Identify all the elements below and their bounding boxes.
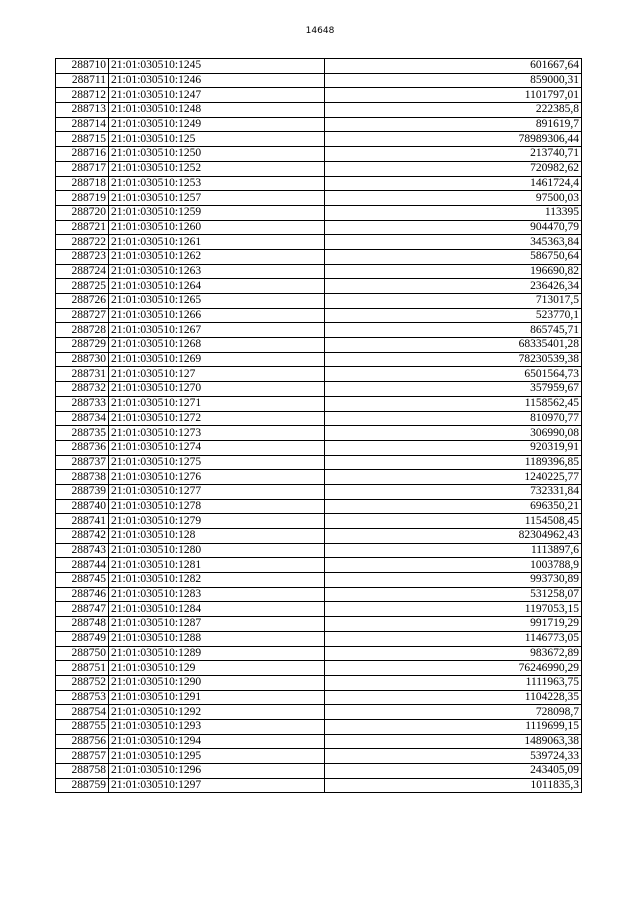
- value-cell: 1113897,6: [325, 543, 582, 558]
- cadastral-number-cell: 21:01:030510:1292: [109, 705, 325, 720]
- row-id-cell: 288731: [56, 367, 109, 382]
- cadastral-number-cell: 21:01:030510:1282: [109, 573, 325, 588]
- table-row: [56, 220, 582, 235]
- table-row: [56, 646, 582, 661]
- value-cell: 991719,29: [325, 617, 582, 632]
- table-row: [56, 191, 582, 206]
- row-id-cell: 288727: [56, 308, 109, 323]
- value-cell: 728098,7: [325, 705, 582, 720]
- value-cell: 78230539,38: [325, 352, 582, 367]
- table-row: [56, 484, 582, 499]
- table-row: [56, 470, 582, 485]
- row-id-cell: 288756: [56, 734, 109, 749]
- cadastral-number-cell: 21:01:030510:1261: [109, 235, 325, 250]
- cadastral-number-cell: 21:01:030510:1270: [109, 382, 325, 397]
- row-id-cell: 288735: [56, 426, 109, 441]
- row-id-cell: 288747: [56, 602, 109, 617]
- cadastral-number-cell: 21:01:030510:1278: [109, 499, 325, 514]
- value-cell: 891619,7: [325, 117, 582, 132]
- cadastral-number-cell: 21:01:030510:1250: [109, 147, 325, 162]
- row-id-cell: 288737: [56, 455, 109, 470]
- cadastral-number-cell: 21:01:030510:1272: [109, 411, 325, 426]
- row-id-cell: 288750: [56, 646, 109, 661]
- cadastral-number-cell: 21:01:030510:1260: [109, 220, 325, 235]
- row-id-cell: 288748: [56, 617, 109, 632]
- value-cell: 76246990,29: [325, 661, 582, 676]
- row-id-cell: 288714: [56, 117, 109, 132]
- page-number: 14648: [305, 26, 335, 36]
- table-row: [56, 617, 582, 632]
- cadastral-number-cell: 21:01:030510:128: [109, 529, 325, 544]
- table-row: [56, 690, 582, 705]
- cadastral-number-cell: 21:01:030510:1274: [109, 440, 325, 455]
- cadastral-number-cell: 21:01:030510:1284: [109, 602, 325, 617]
- row-id-cell: 288725: [56, 279, 109, 294]
- row-id-cell: 288711: [56, 73, 109, 88]
- table-row: [56, 352, 582, 367]
- table-row: [56, 455, 582, 470]
- cadastral-number-cell: 21:01:030510:1290: [109, 675, 325, 690]
- value-cell: 904470,79: [325, 220, 582, 235]
- cadastral-number-cell: 21:01:030510:1269: [109, 352, 325, 367]
- cadastral-number-cell: 21:01:030510:1295: [109, 749, 325, 764]
- row-id-cell: 288716: [56, 147, 109, 162]
- row-id-cell: 288728: [56, 323, 109, 338]
- value-cell: 732331,84: [325, 484, 582, 499]
- table-row: [56, 411, 582, 426]
- row-id-cell: 288722: [56, 235, 109, 250]
- cadastral-number-cell: 21:01:030510:127: [109, 367, 325, 382]
- table-row: [56, 367, 582, 382]
- table-row: [56, 764, 582, 779]
- value-cell: 1189396,85: [325, 455, 582, 470]
- value-cell: 586750,64: [325, 249, 582, 264]
- row-id-cell: 288720: [56, 205, 109, 220]
- cadastral-number-cell: 21:01:030510:1297: [109, 778, 325, 793]
- value-cell: 1101797,01: [325, 88, 582, 103]
- row-id-cell: 288726: [56, 294, 109, 309]
- value-cell: 68335401,28: [325, 338, 582, 353]
- cadastral-value-table: [55, 58, 582, 793]
- row-id-cell: 288710: [56, 59, 109, 74]
- row-id-cell: 288730: [56, 352, 109, 367]
- table-row: [56, 308, 582, 323]
- table-row: [56, 88, 582, 103]
- cadastral-number-cell: 21:01:030510:1291: [109, 690, 325, 705]
- table-row: [56, 396, 582, 411]
- table-row: [56, 440, 582, 455]
- row-id-cell: 288719: [56, 191, 109, 206]
- table-row: [56, 573, 582, 588]
- value-cell: 1119699,15: [325, 719, 582, 734]
- value-cell: 1003788,9: [325, 558, 582, 573]
- cadastral-number-cell: 21:01:030510:1275: [109, 455, 325, 470]
- table-row: [56, 103, 582, 118]
- value-cell: 6501564,73: [325, 367, 582, 382]
- cadastral-number-cell: 21:01:030510:1281: [109, 558, 325, 573]
- value-cell: 345363,84: [325, 235, 582, 250]
- value-cell: 1158562,45: [325, 396, 582, 411]
- row-id-cell: 288753: [56, 690, 109, 705]
- table-row: [56, 279, 582, 294]
- row-id-cell: 288721: [56, 220, 109, 235]
- value-cell: 1461724,4: [325, 176, 582, 191]
- table-row: [56, 734, 582, 749]
- row-id-cell: 288749: [56, 631, 109, 646]
- cadastral-number-cell: 21:01:030510:1266: [109, 308, 325, 323]
- value-cell: 357959,67: [325, 382, 582, 397]
- value-cell: 78989306,44: [325, 132, 582, 147]
- value-cell: 983672,89: [325, 646, 582, 661]
- cadastral-number-cell: 21:01:030510:1279: [109, 514, 325, 529]
- table-row: [56, 264, 582, 279]
- value-cell: 306990,08: [325, 426, 582, 441]
- row-id-cell: 288729: [56, 338, 109, 353]
- row-id-cell: 288741: [56, 514, 109, 529]
- cadastral-number-cell: 21:01:030510:1245: [109, 59, 325, 74]
- value-cell: 1111963,75: [325, 675, 582, 690]
- value-cell: 920319,91: [325, 440, 582, 455]
- table-row: [56, 543, 582, 558]
- cadastral-number-cell: 21:01:030510:129: [109, 661, 325, 676]
- row-id-cell: 288757: [56, 749, 109, 764]
- cadastral-number-cell: 21:01:030510:1288: [109, 631, 325, 646]
- row-id-cell: 288751: [56, 661, 109, 676]
- cadastral-number-cell: 21:01:030510:125: [109, 132, 325, 147]
- row-id-cell: 288758: [56, 764, 109, 779]
- row-id-cell: 288738: [56, 470, 109, 485]
- cadastral-number-cell: 21:01:030510:1259: [109, 205, 325, 220]
- cadastral-number-cell: 21:01:030510:1271: [109, 396, 325, 411]
- row-id-cell: 288740: [56, 499, 109, 514]
- value-cell: 1146773,05: [325, 631, 582, 646]
- value-cell: 531258,07: [325, 587, 582, 602]
- value-cell: 222385,8: [325, 103, 582, 118]
- value-cell: 236426,34: [325, 279, 582, 294]
- row-id-cell: 288718: [56, 176, 109, 191]
- table-row: [56, 426, 582, 441]
- cadastral-number-cell: 21:01:030510:1276: [109, 470, 325, 485]
- cadastral-number-cell: 21:01:030510:1265: [109, 294, 325, 309]
- value-cell: 113395: [325, 205, 582, 220]
- value-cell: 865745,71: [325, 323, 582, 338]
- row-id-cell: 288745: [56, 573, 109, 588]
- row-id-cell: 288723: [56, 249, 109, 264]
- row-id-cell: 288734: [56, 411, 109, 426]
- table-row: [56, 661, 582, 676]
- table-row: [56, 132, 582, 147]
- table-row: [56, 117, 582, 132]
- value-cell: 1197053,15: [325, 602, 582, 617]
- value-cell: 1489063,38: [325, 734, 582, 749]
- cadastral-number-cell: 21:01:030510:1294: [109, 734, 325, 749]
- table-row: [56, 73, 582, 88]
- table-row: [56, 294, 582, 309]
- value-cell: 993730,89: [325, 573, 582, 588]
- table-row: [56, 514, 582, 529]
- table-row: [56, 587, 582, 602]
- cadastral-number-cell: 21:01:030510:1277: [109, 484, 325, 499]
- cadastral-number-cell: 21:01:030510:1262: [109, 249, 325, 264]
- row-id-cell: 288736: [56, 440, 109, 455]
- cadastral-number-cell: 21:01:030510:1289: [109, 646, 325, 661]
- cadastral-number-cell: 21:01:030510:1247: [109, 88, 325, 103]
- value-cell: 196690,82: [325, 264, 582, 279]
- cadastral-number-cell: 21:01:030510:1296: [109, 764, 325, 779]
- row-id-cell: 288715: [56, 132, 109, 147]
- row-id-cell: 288739: [56, 484, 109, 499]
- value-cell: 1011835,3: [325, 778, 582, 793]
- table-row: [56, 675, 582, 690]
- table-row: [56, 529, 582, 544]
- table-body: [56, 59, 582, 793]
- table-row: [56, 749, 582, 764]
- cadastral-number-cell: 21:01:030510:1287: [109, 617, 325, 632]
- value-cell: 859000,31: [325, 73, 582, 88]
- row-id-cell: 288754: [56, 705, 109, 720]
- row-id-cell: 288744: [56, 558, 109, 573]
- value-cell: 213740,71: [325, 147, 582, 162]
- row-id-cell: 288733: [56, 396, 109, 411]
- cadastral-number-cell: 21:01:030510:1268: [109, 338, 325, 353]
- table-row: [56, 382, 582, 397]
- cadastral-number-cell: 21:01:030510:1264: [109, 279, 325, 294]
- value-cell: 243405,09: [325, 764, 582, 779]
- table-row: [56, 161, 582, 176]
- table-row: [56, 558, 582, 573]
- value-cell: 1154508,45: [325, 514, 582, 529]
- table-row: [56, 176, 582, 191]
- row-id-cell: 288755: [56, 719, 109, 734]
- row-id-cell: 288717: [56, 161, 109, 176]
- cadastral-number-cell: 21:01:030510:1253: [109, 176, 325, 191]
- table-row: [56, 631, 582, 646]
- cadastral-number-cell: 21:01:030510:1273: [109, 426, 325, 441]
- row-id-cell: 288752: [56, 675, 109, 690]
- cadastral-number-cell: 21:01:030510:1293: [109, 719, 325, 734]
- value-cell: 720982,62: [325, 161, 582, 176]
- row-id-cell: 288759: [56, 778, 109, 793]
- cadastral-number-cell: 21:01:030510:1263: [109, 264, 325, 279]
- row-id-cell: 288724: [56, 264, 109, 279]
- value-cell: 539724,33: [325, 749, 582, 764]
- row-id-cell: 288742: [56, 529, 109, 544]
- value-cell: 1240225,77: [325, 470, 582, 485]
- cadastral-number-cell: 21:01:030510:1283: [109, 587, 325, 602]
- row-id-cell: 288712: [56, 88, 109, 103]
- cadastral-number-cell: 21:01:030510:1280: [109, 543, 325, 558]
- cadastral-number-cell: 21:01:030510:1249: [109, 117, 325, 132]
- value-cell: 97500,03: [325, 191, 582, 206]
- table-row: [56, 338, 582, 353]
- value-cell: 713017,5: [325, 294, 582, 309]
- cadastral-number-cell: 21:01:030510:1246: [109, 73, 325, 88]
- row-id-cell: 288743: [56, 543, 109, 558]
- table-row: [56, 705, 582, 720]
- table-row: [56, 147, 582, 162]
- cadastral-number-cell: 21:01:030510:1267: [109, 323, 325, 338]
- table-row: [56, 499, 582, 514]
- cadastral-number-cell: 21:01:030510:1257: [109, 191, 325, 206]
- value-cell: 1104228,35: [325, 690, 582, 705]
- table-row: [56, 235, 582, 250]
- row-id-cell: 288713: [56, 103, 109, 118]
- table-row: [56, 323, 582, 338]
- table-row: [56, 719, 582, 734]
- table-row: [56, 602, 582, 617]
- row-id-cell: 288746: [56, 587, 109, 602]
- value-cell: 696350,21: [325, 499, 582, 514]
- row-id-cell: 288732: [56, 382, 109, 397]
- table-row: [56, 205, 582, 220]
- cadastral-number-cell: 21:01:030510:1248: [109, 103, 325, 118]
- value-cell: 810970,77: [325, 411, 582, 426]
- table-row: [56, 59, 582, 74]
- value-cell: 523770,1: [325, 308, 582, 323]
- cadastral-number-cell: 21:01:030510:1252: [109, 161, 325, 176]
- table-row: [56, 249, 582, 264]
- value-cell: 601667,64: [325, 59, 582, 74]
- value-cell: 82304962,43: [325, 529, 582, 544]
- table-row: [56, 778, 582, 793]
